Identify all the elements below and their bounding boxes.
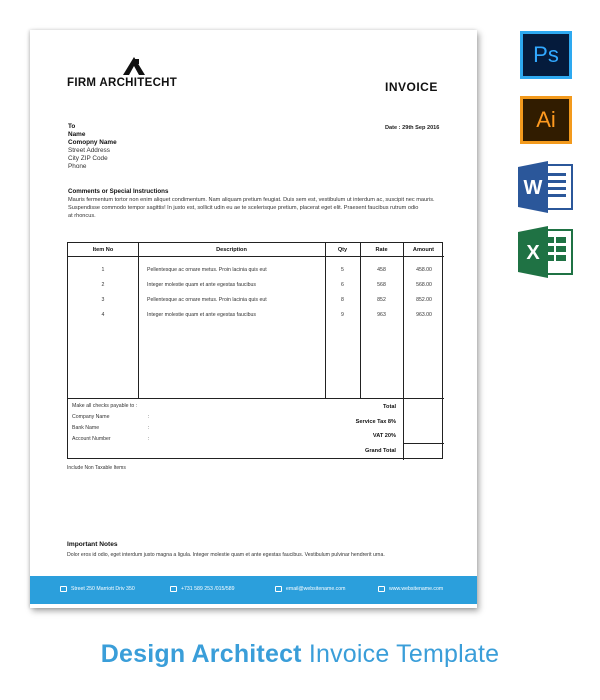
header-description: Description xyxy=(216,247,247,253)
photoshop-icon-label: Ps xyxy=(533,42,559,67)
row-4-rate: 963 xyxy=(377,312,386,318)
payment-company-label: Company Name xyxy=(72,414,110,420)
recipient-phone: Phone xyxy=(68,163,87,170)
excel-icon-label: X xyxy=(526,242,540,264)
payable-to: Make all checks payable to : xyxy=(72,403,138,409)
recipient-block xyxy=(68,123,117,171)
location-icon xyxy=(60,586,67,592)
row-2-amount: 568.00 xyxy=(416,282,432,288)
header-qty: Qty xyxy=(337,247,348,253)
payment-company-colon: : xyxy=(148,414,150,420)
recipient-name: Name xyxy=(68,131,86,138)
important-notes xyxy=(67,541,447,558)
footer-email xyxy=(275,586,345,592)
firm-logo xyxy=(67,55,207,95)
service-tax-label: Service Tax 8% xyxy=(355,419,396,425)
footer-website xyxy=(378,586,443,592)
row-3-amount: 852.00 xyxy=(416,297,432,303)
recipient-company: Comopny Name xyxy=(68,139,117,146)
header-amount: Amount xyxy=(412,247,435,253)
phone-icon xyxy=(170,586,177,592)
roof-logo-icon xyxy=(121,55,147,75)
footer-address-text: Street 250 Marriott Driv 350 xyxy=(71,586,135,592)
items-table xyxy=(67,242,443,459)
footer-phone xyxy=(170,586,235,592)
row-4-item-no: 4 xyxy=(101,312,105,318)
to-label: To xyxy=(68,123,76,130)
comments-heading: Comments or Special Instructions xyxy=(68,188,169,195)
footer-phone-text: +731 589 253 /015/589 xyxy=(181,586,235,592)
invoice-date: Date : 29th Sep 2016 xyxy=(385,125,440,131)
recipient-street: Street Address xyxy=(68,147,110,154)
row-4-description: Integer molestie quam et ante egestas faucibus xyxy=(147,312,257,318)
row-2-description: Integer molestie quam et ante egestas faucibus xyxy=(147,282,257,288)
row-4-amount: 963.00 xyxy=(416,312,432,318)
row-2-item-no: 2 xyxy=(101,282,105,288)
illustrator-icon-label: Ai xyxy=(536,107,556,132)
grand-total-label: Grand Total xyxy=(365,448,396,454)
row-1-description: Pellentesque ac ornare metus. Proin lacinia quis eut xyxy=(147,267,267,273)
row-1-qty: 5 xyxy=(341,267,344,273)
row-3-rate: 852 xyxy=(377,297,386,303)
row-1-amount: 458.00 xyxy=(416,267,432,273)
payment-bank-label: Bank Name xyxy=(72,425,100,431)
total-label: Total xyxy=(383,404,396,410)
footer-email-text: email@websitename.com xyxy=(286,586,346,592)
notes-text: Dolor eros id odio, eget interdum justo magna a ligula. Integer molestie quam et ante egestas faucibus. Vestibulum pulvinar hendrerit urna. xyxy=(67,552,385,558)
firm-name: FIRM ARCHITECHT xyxy=(67,77,178,89)
notes-heading: Important Notes xyxy=(67,541,118,548)
photoshop-icon xyxy=(520,31,572,79)
caption-bold: Design Architect xyxy=(100,640,302,668)
invoice-title: INVOICE xyxy=(385,80,438,94)
comments-line-1: Mauris fermentum tortor non enim aliquet condimentum. Nam aliquam pretium feugiat. Duis sem est, vestibulum ut interdum ac, suscipit nec mauris. xyxy=(68,197,435,203)
row-4-qty: 9 xyxy=(341,312,344,318)
payment-account-label: Account Number xyxy=(72,436,111,442)
footer-website-text: www.websitename.com xyxy=(389,586,444,592)
row-1-item-no: 1 xyxy=(101,267,105,273)
row-3-description: Pellentesque ac ornare metus. Proin lacinia quis eut xyxy=(147,297,267,303)
comments-block xyxy=(68,188,440,220)
email-icon xyxy=(275,586,282,592)
illustrator-icon xyxy=(520,96,572,144)
invoice-page xyxy=(30,30,477,608)
word-icon xyxy=(518,161,574,213)
footer-address xyxy=(60,586,135,592)
invoice-footer xyxy=(30,576,477,604)
comments-line-2: Suspendisse commodo tempor sagittis! In justo est, sollicit udin eu ae te scelerisque pretium, placerat eget elit. Praesent faucibus rutrum odio xyxy=(68,205,419,211)
payment-bank-colon: : xyxy=(148,425,150,431)
globe-icon xyxy=(378,586,385,592)
template-caption xyxy=(0,640,600,669)
row-2-rate: 568 xyxy=(377,282,386,288)
payment-account-colon: : xyxy=(148,436,150,442)
recipient-city: City ZIP Code xyxy=(68,155,108,162)
non-taxable-note: Include Non Taxable Items xyxy=(67,465,126,471)
row-3-item-no: 3 xyxy=(101,297,105,303)
caption-light: Invoice Template xyxy=(308,640,500,668)
row-2-qty: 6 xyxy=(341,282,344,288)
row-1-rate: 458 xyxy=(377,267,386,273)
header-rate: Rate xyxy=(375,247,388,253)
comments-line-3: at rhoncus. xyxy=(68,213,96,219)
header-item-no: Item No xyxy=(92,247,114,253)
excel-icon xyxy=(518,226,574,278)
word-icon-label: W xyxy=(523,177,543,199)
vat-label: VAT 20% xyxy=(372,433,396,439)
row-3-qty: 8 xyxy=(341,297,344,303)
